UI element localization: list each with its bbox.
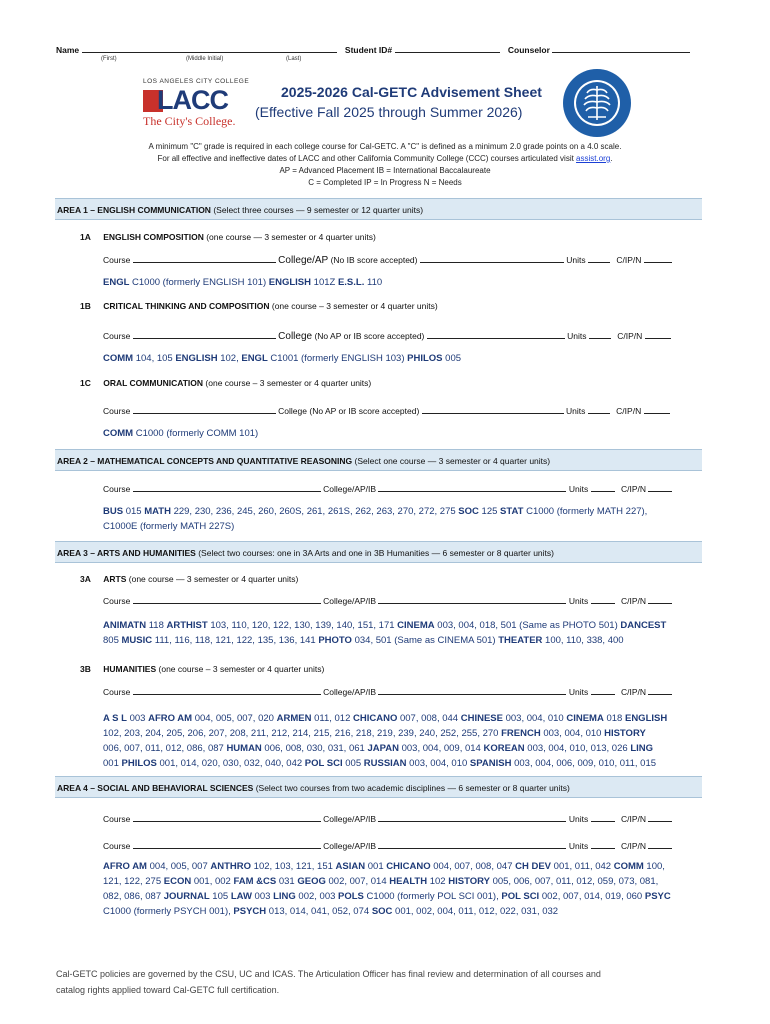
footer-line-2: catalog rights applied toward Cal-GETC full certification.: [56, 985, 280, 995]
student-id-field[interactable]: [395, 44, 500, 53]
units-field[interactable]: [591, 483, 615, 492]
course-field[interactable]: [133, 840, 321, 849]
college-field[interactable]: [378, 595, 566, 604]
units-field[interactable]: [588, 254, 610, 263]
name-field[interactable]: [82, 44, 337, 53]
units-field[interactable]: [591, 813, 615, 822]
college-field[interactable]: [422, 405, 564, 414]
name-label: Name: [56, 45, 80, 55]
area-1a-entry-row: Course College/AP (No IB score accepted) Units C/IP/N: [103, 254, 672, 266]
status-field[interactable]: [648, 595, 672, 604]
college-field[interactable]: [420, 254, 564, 263]
area-3b-heading: 3B HUMANITIES (one course – 3 semester or 4 quarter units): [80, 664, 325, 674]
area-1b-heading: 1B CRITICAL THINKING AND COMPOSITION (one course – 3 semester or 4 quarter units): [80, 301, 438, 311]
college-field[interactable]: [378, 483, 566, 492]
area-1a-heading: 1A ENGLISH COMPOSITION (one course — 3 semester or 4 quarter units): [80, 232, 376, 242]
status-field[interactable]: [648, 686, 672, 695]
status-field[interactable]: [648, 813, 672, 822]
area-4-entry-row-2: Course College/AP/IB Units C/IP/N: [103, 840, 672, 851]
status-field[interactable]: [648, 840, 672, 849]
status-field[interactable]: [645, 330, 671, 339]
footer-line-1: Cal-GETC policies are governed by the CSU, UC and ICAS. The Articulation Officer has final review and determination of all courses and: [56, 969, 601, 979]
footer-note: [56, 966, 601, 998]
area-4-entry-row-1: Course College/AP/IB Units C/IP/N: [103, 813, 672, 824]
status-field[interactable]: [644, 405, 670, 414]
college-field[interactable]: [427, 330, 565, 339]
college-field[interactable]: [378, 686, 566, 695]
area-1c-heading: 1C ORAL COMMUNICATION (one course – 3 semester or 4 quarter units): [80, 378, 372, 388]
counselor-field[interactable]: [552, 44, 690, 53]
area-3b-entry-row: Course College/AP/IB Units C/IP/N: [103, 686, 672, 697]
area-1-header: AREA 1 – ENGLISH COMMUNICATION (Select three courses — 9 semester or 12 quarter units): [55, 198, 702, 220]
area-3a-course-list: ANIMATN 118 ARTHIST 103, 110, 120, 122, 130, 139, 140, 151, 171 CINEMA 003, 004, 018, 501 (Same as PHOTO 501) DANCEST 805 MUSIC 111, 116, 118, 121, 122, 135, 136, 141 PHOTO 034, 501 (Same as CINEMA 501) THEATER 100, 110, 338, 400: [103, 620, 667, 646]
units-field[interactable]: [591, 840, 615, 849]
college-field[interactable]: [378, 813, 566, 822]
last-name-hint: (Last): [286, 56, 302, 62]
area-1c-entry-row: Course College (No AP or IB score accepted) Units C/IP/N: [103, 405, 670, 416]
area-1b-course-list: COMM 104, 105 ENGLISH 102, ENGL C1001 (formerly ENGLISH 103) PHILOS 005: [103, 353, 462, 364]
intro-line-2: For all effective and ineffective dates of LACC and other California Community College (CCC) courses articulated visit assist.org.: [157, 154, 613, 163]
lacc-logo: [143, 78, 250, 130]
intro-text: [0, 141, 770, 189]
area-4-header: AREA 4 – SOCIAL AND BEHAVIORAL SCIENCES (Select two courses from two academic disciplines — 6 semester or 8 quarter units): [55, 776, 702, 798]
area-3a-heading: 3A ARTS (one course — 3 semester or 4 quarter units): [80, 574, 299, 584]
area-4-course-list: AFRO AM 004, 005, 007 ANTHRO 102, 103, 121, 151 ASIAN 001 CHICANO 004, 007, 008, 047 CH DEV 001, 011, 042 COMM 100, 121, 122, 275 ECON 001, 002 FAM &CS 031 GEOG 002, 007, 014 HEALTH 102 HISTORY 005, 006, 007, 011, 012, 059, 073, 081, 082, 086, 087 JOURNAL 105 LAW 003 LING 002, 003 POLS C1000 (formerly POL SCI 001), POL SCI 002, 007, 014, 019, 060 PSYC C1000 (formerly PSYCH 001), PSYCH 013, 014, 041, 052, 074 SOC 001, 002, 004, 011, 012, 022, 031, 032: [103, 861, 671, 917]
logo-tagline: The City's College.: [143, 114, 236, 128]
page-title: 2025-2026 Cal-GETC Advisement Sheet: [281, 84, 542, 100]
intro-line-4: C = Completed IP = In Progress N = Needs: [308, 178, 462, 187]
college-seal: [562, 68, 632, 138]
logo-big-text: LACC: [157, 85, 228, 115]
units-field[interactable]: [588, 405, 610, 414]
course-field[interactable]: [133, 254, 276, 263]
intro-line-1: A minimum "C" grade is required in each college course for Cal-GETC. A "C" is defined as a minimum 2.0 grade points on a 4.0 scale.: [148, 142, 622, 151]
student-id-label: Student ID#: [344, 45, 393, 55]
area-1b-entry-row: Course College (No AP or IB score accepted) Units C/IP/N: [103, 330, 671, 342]
college-field[interactable]: [378, 840, 566, 849]
units-field[interactable]: [591, 686, 615, 695]
middle-initial-hint: (Middle Initial): [186, 56, 224, 62]
course-field[interactable]: [133, 813, 321, 822]
units-field[interactable]: [589, 330, 611, 339]
course-field[interactable]: [133, 405, 276, 414]
status-field[interactable]: [644, 254, 672, 263]
page-subtitle: (Effective Fall 2025 through Summer 2026): [255, 104, 523, 120]
units-field[interactable]: [591, 595, 615, 604]
area-2-entry-row: Course College/AP/IB Units C/IP/N: [103, 483, 672, 494]
course-field[interactable]: [133, 686, 321, 695]
logo-small-text: LOS ANGELES CITY COLLEGE: [143, 78, 250, 85]
counselor-label: Counselor: [507, 45, 550, 55]
student-info-header: [56, 44, 701, 55]
area-2-header: AREA 2 – MATHEMATICAL CONCEPTS AND QUANTITATIVE REASONING (Select one course — 3 semester or 4 quarter units): [55, 449, 702, 471]
course-field[interactable]: [133, 483, 321, 492]
area-1a-course-list: ENGL C1000 (formerly ENGLISH 101) ENGLISH 101Z E.S.L. 110: [103, 277, 383, 288]
area-1c-course-list: COMM C1000 (formerly COMM 101): [103, 428, 259, 439]
intro-line-3: AP = Advanced Placement IB = International Baccalaureate: [279, 166, 491, 175]
status-field[interactable]: [648, 483, 672, 492]
area-2-course-list: BUS 015 MATH 229, 230, 236, 245, 260, 260S, 261, 261S, 262, 263, 270, 272, 275 SOC 125 STAT C1000 (formerly MATH 227), C1000E (formerly MATH 227S): [103, 506, 648, 532]
seal-icon: [562, 68, 632, 138]
area-3-header: AREA 3 – ARTS AND HUMANITIES (Select two courses: one in 3A Arts and one in 3B Humanities — 6 semester or 8 quarter units): [55, 541, 702, 563]
course-field[interactable]: [133, 330, 276, 339]
assist-link[interactable]: assist.org: [576, 154, 611, 163]
course-field[interactable]: [133, 595, 321, 604]
area-3b-course-list: A S L 003 AFRO AM 004, 005, 007, 020 ARMEN 011, 012 CHICANO 007, 008, 044 CHINESE 003, 004, 010 CINEMA 018 ENGLISH 102, 203, 204, 205, 206, 207, 208, 211, 212, 214, 215, 216, 218, 219, 239, 240, 252, 255, 270 FRENCH 003, 004, 010 HISTORY 006, 007, 011, 012, 086, 087 HUMAN 006, 008, 030, 031, 061 JAPAN 003, 004, 009, 014 KOREAN 003, 004, 010, 013, 026 LING 001 PHILOS 001, 014, 020, 030, 032, 040, 042 POL SCI 005 RUSSIAN 003, 004, 010 SPANISH 003, 004, 006, 009, 010, 011, 015: [103, 713, 668, 769]
area-3a-entry-row: Course College/AP/IB Units C/IP/N: [103, 595, 672, 606]
first-name-hint: (First): [101, 56, 117, 62]
